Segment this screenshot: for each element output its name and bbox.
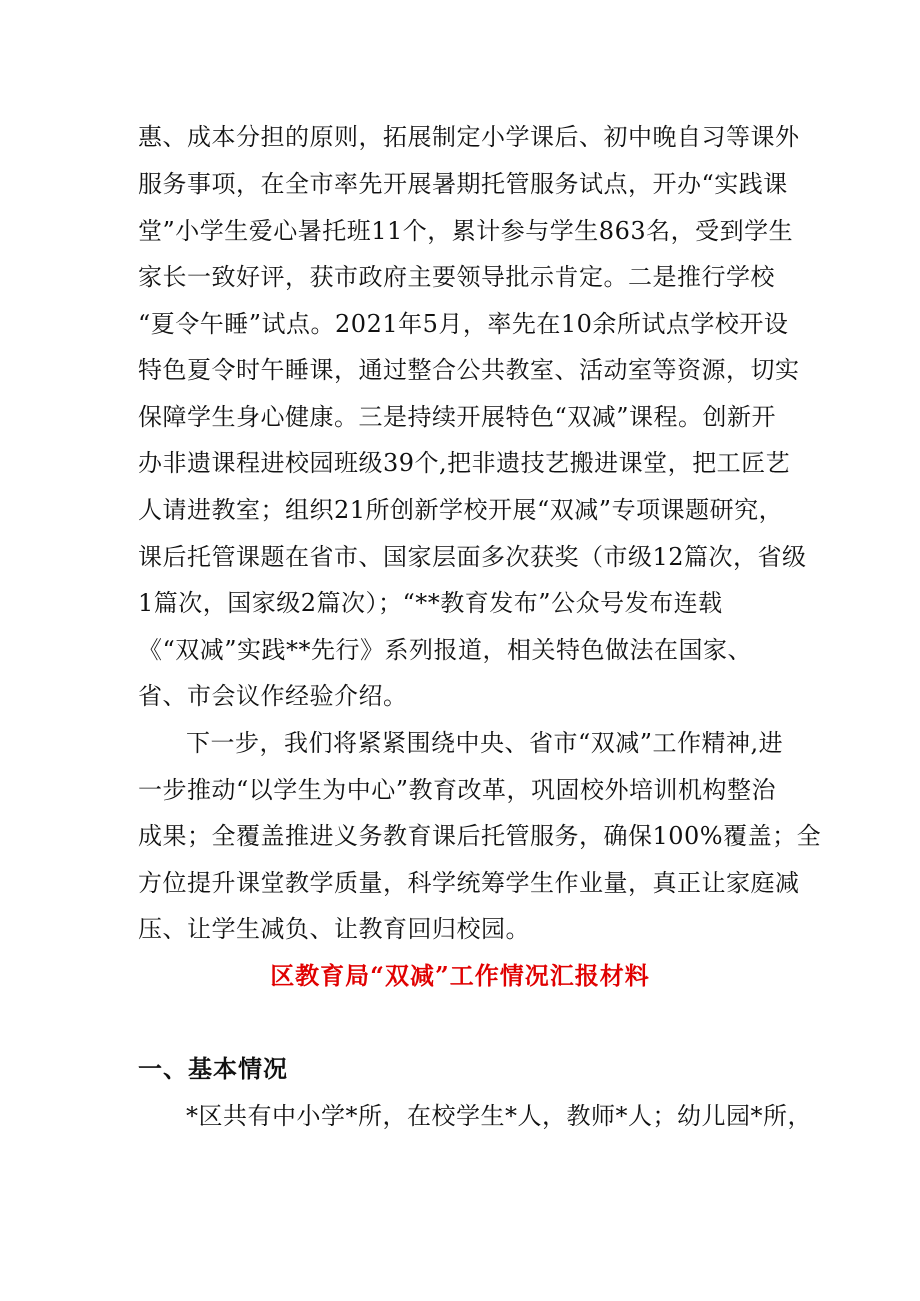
text-line: 一步推动“以学生为中心”教育改革，巩固校外培训机构整治 bbox=[138, 776, 777, 804]
text-line: 特色夏令时午睡课，通过整合公共教室、活动室等资源，切实 bbox=[138, 356, 800, 384]
section-heading: 一、基本情况 bbox=[138, 1054, 288, 1083]
document-title: 区教育局“双减”工作情况汇报材料 bbox=[270, 961, 650, 990]
text-line: 堂”小学生爱心暑托班11个，累计参与学生863名，受到学生 bbox=[138, 217, 794, 245]
text-line: 惠、成本分担的原则，拓展制定小学课后、初中晚自习等课外 bbox=[138, 123, 800, 151]
text-line: 下一步，我们将紧紧围绕中央、省市“双减”工作精神,进 bbox=[186, 729, 784, 757]
text-line: 成果；全覆盖推进义务教育课后托管服务，确保100%覆盖；全 bbox=[138, 822, 822, 850]
text-line: 省、市会议作经验介绍。 bbox=[138, 682, 408, 710]
text-line: 服务事项，在全市率先开展暑期托管服务试点，开办“实践课 bbox=[138, 170, 788, 198]
text-line: 办非遗课程进校园班级39个,把非遗技艺搬进课堂，把工匠艺 bbox=[138, 449, 791, 477]
text-line: 课后托管课题在省市、国家层面多次获奖（市级12篇次，省级 bbox=[138, 543, 807, 571]
text-line: 《“双减”实践**先行》系列报道，相关特色做法在国家、 bbox=[138, 636, 753, 664]
text-line: 保障学生身心健康。三是持续开展特色“双减”课程。创新开 bbox=[138, 403, 777, 431]
text-line: 家长一致好评，获市政府主要领导批示肯定。二是推行学校 bbox=[138, 263, 775, 291]
text-line: 压、让学生减负、让教育回归校园。 bbox=[138, 915, 530, 943]
text-line: 人请进教室；组织21所创新学校开展“双减”专项课题研究， bbox=[138, 496, 784, 524]
text-line: 1篇次，国家级2篇次）；“**教育发布”公众号发布连载 bbox=[138, 589, 723, 617]
text-line: *区共有中小学*所，在校学生*人，教师*人；幼儿园*所， bbox=[186, 1102, 812, 1130]
text-line: 方位提升课堂教学质量，科学统筹学生作业量，真正让家庭减 bbox=[138, 869, 800, 897]
text-line: “夏令午睡”试点。2021年5月，率先在10余所试点学校开设 bbox=[138, 310, 789, 338]
